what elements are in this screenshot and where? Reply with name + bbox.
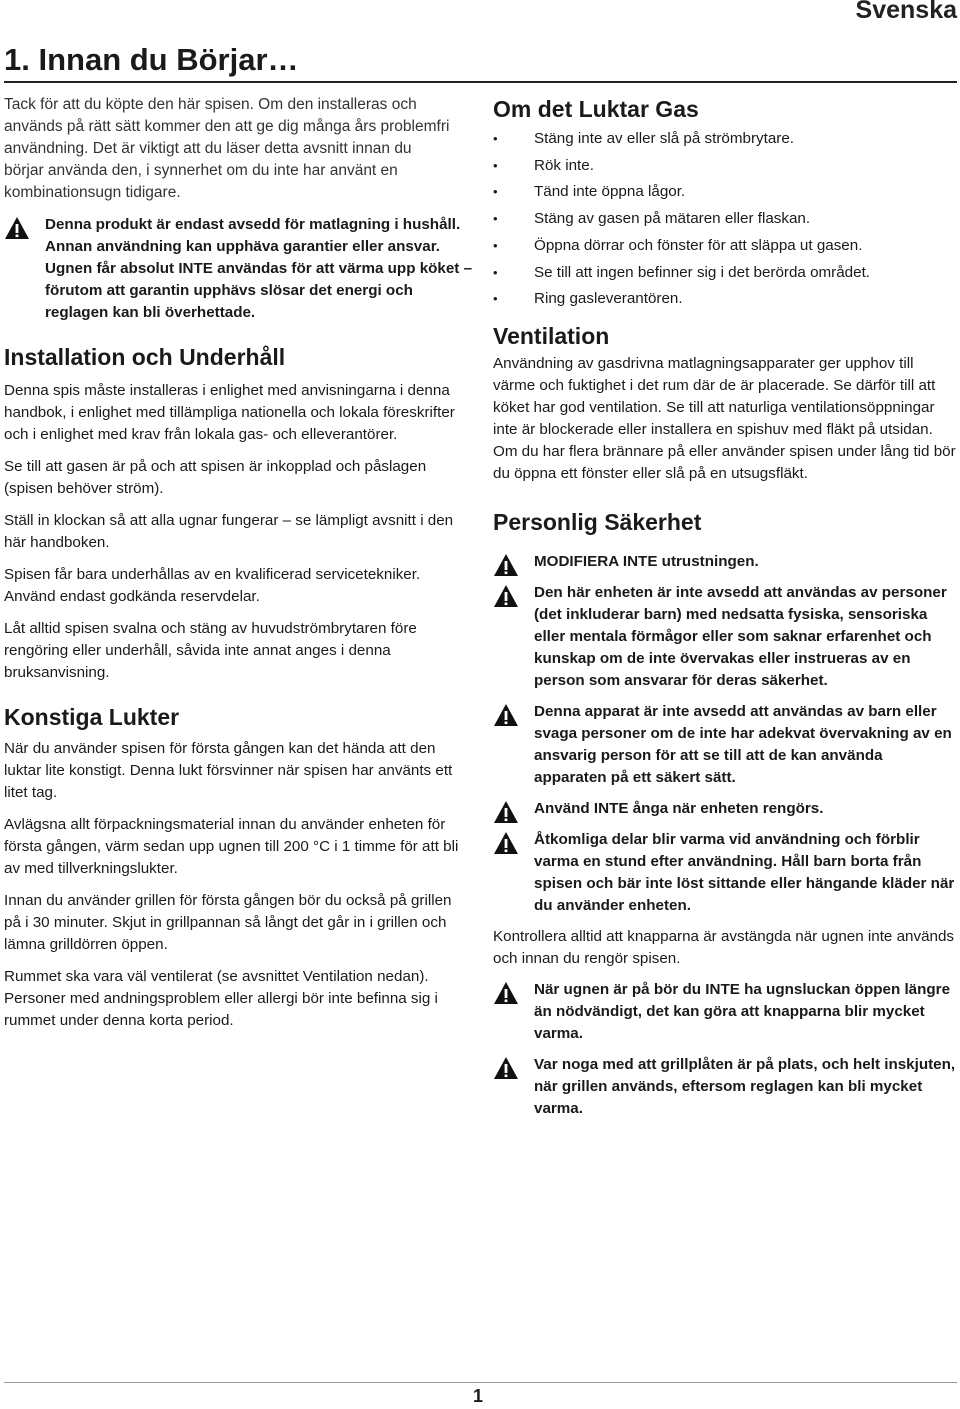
language-label: Svenska <box>855 0 957 24</box>
installation-paragraph: Spisen får bara underhållas av en kvalificerad servicetekniker. Använd endast godkända reservdelar. <box>4 566 421 605</box>
warning-icon <box>4 216 30 240</box>
list-item: • Öppna dörrar och fönster för att släppa ut gasen. <box>493 233 957 260</box>
list-item: • Ring gasleverantören. <box>493 286 957 313</box>
installation-paragraph: Ställ in klockan så att alla ugnar fungerar – se lämpligt avsnitt i den här handboken. <box>4 512 454 551</box>
gas-heading: Om det Luktar Gas <box>493 96 699 122</box>
usage-warning-text: Denna produkt är endast avsedd för matlagning i hushåll. Annan användning kan upphäva garantier eller ansvar. Ugnen får absolut INTE användas för att värma upp köket – förutom att garantin upphävs slösar det energi och reglagen kan bli överhettade. <box>45 216 473 321</box>
usage-warning <box>4 214 475 324</box>
safety-warning <box>493 701 957 789</box>
intro-paragraph: Tack för att du köpte den här spisen. Om den installeras och används på rätt sätt kommer den att ge dig många års problemfri användning. Det är viktigt att du läser detta avsnitt innan du börjar använda den, i synnerhet om du inte har använt en kombinationsugn tidigare. <box>4 96 450 201</box>
left-column <box>4 94 472 1032</box>
warning-icon <box>493 800 519 824</box>
page-number: 1 <box>473 1386 484 1406</box>
ventilation-paragraph: Användning av gasdrivna matlagningsapparater ger upphov till värme och fuktighet i det rum där de är placerade. Se därför till att köket har god ventilation. Se till att naturliga ventilationsöppningar inte är blockerade eller installera en spishuv med fläkt på utsidan. Om du har flera brännare på eller använder spisen under lång tid bör du öppna ett fönster eller slå på en utsugsfläkt. <box>493 354 956 482</box>
list-item: • Rök inte. <box>493 153 957 180</box>
smells-paragraph: Innan du använder grillen för första gången bör du också på grillen på i 30 minuter. Skjut in grillpannan så långt det går in i grillen och lämna grilldörren öppen. <box>4 892 452 953</box>
installation-paragraph: Se till att gasen är på och att spisen är inkopplad och påslagen (spisen behöver ström). <box>4 458 427 497</box>
safety-warning-text: Använd INTE ånga när enheten rengörs. <box>534 799 824 817</box>
installation-paragraph: Denna spis måste installeras i enlighet med anvisningarna i denna handbok, i enlighet med tillämpliga nationella och lokala föreskrifter och i enlighet med krav från lokala gas- och elleverantörer. <box>4 382 455 443</box>
safety-warning <box>493 979 957 1045</box>
installation-paragraph: Låt alltid spisen svalna och stäng av huvudströmbrytaren före rengöring eller underhåll, såvida inte annat anges i denna bruksanvisning. <box>4 620 417 681</box>
safety-warning-text: Denna apparat är inte avsedd att användas av barn eller svaga personer om de inte har adekvat övervakning av en ansvarig person för att se till att de kan använda apparaten på ett säkert sätt. <box>534 702 952 786</box>
gas-list <box>493 126 957 313</box>
warning-icon <box>493 703 519 727</box>
list-item: • Se till att ingen befinner sig i det berörda området. <box>493 260 957 287</box>
ventilation-heading: Ventilation <box>493 322 610 349</box>
warning-icon <box>493 553 519 577</box>
safety-heading: Personlig Säkerhet <box>493 508 702 535</box>
safety-warning-text: När ugnen är på bör du INTE ha ugnsluckan öppen längre än nödvändigt, det kan göra att knapparna blir mycket varma. <box>534 980 951 1042</box>
safety-warning <box>493 798 957 820</box>
safety-warning-text: Var noga med att grillplåten är på plats, och helt inskjuten, när grillen används, eftersom reglagen kan bli mycket varma. <box>534 1055 956 1117</box>
safety-warning <box>493 582 957 692</box>
safety-warning-text: MODIFIERA INTE utrustningen. <box>534 552 759 570</box>
right-column <box>493 94 957 1120</box>
list-item: • Stäng av gasen på mätaren eller flaskan. <box>493 206 957 233</box>
title-rule <box>4 81 957 83</box>
page-title: 1. Innan du Börjar… <box>4 42 299 77</box>
installation-heading: Installation och Underhåll <box>4 344 286 370</box>
list-item: • Stäng inte av eller slå på strömbrytare. <box>493 126 957 153</box>
warning-icon <box>493 1056 519 1080</box>
list-item: • Tänd inte öppna lågor. <box>493 179 957 206</box>
safety-warning <box>493 551 957 573</box>
safety-warning <box>493 829 957 917</box>
smells-paragraph: Rummet ska vara väl ventilerat (se avsnittet Ventilation nedan). Personer med andningsproblem eller allergi bör inte befinna sig i rummet under denna korta period. <box>4 968 438 1029</box>
knob-check-paragraph: Kontrollera alltid att knapparna är avstängda när ugnen inte används och innan du rengör spisen. <box>493 927 955 967</box>
smells-paragraph: När du använder spisen för första gången kan det hända att den luktar lite konstigt. Denna lukt försvinner när spisen har använts ett litet tag. <box>4 740 453 801</box>
safety-warning-text: Den här enheten är inte avsedd att användas av personer (det inkluderar barn) med nedsatta fysiska, sensoriska eller mentala förmågor eller som saknar erfarenhet och kunskap om de inte övervakas eller instrueras av en person som ansvarar för deras säkerhet. <box>534 583 947 689</box>
footer-rule <box>4 1382 957 1383</box>
safety-warning-text: Åtkomliga delar blir varma vid användning och förblir varma en stund efter användning. Håll barn borta från spisen och bär inte löst sittande eller hängande kläder när du använder enheten. <box>534 830 955 914</box>
warning-icon <box>493 981 519 1005</box>
warning-icon <box>493 584 519 608</box>
warning-icon <box>493 831 519 855</box>
smells-heading: Konstiga Lukter <box>4 704 180 730</box>
smells-paragraph: Avlägsna allt förpackningsmaterial innan du använder enheten för första gången, värm sedan upp ugnen till 200 °C i 1 timme för att bli av med tillverkningslukter. <box>4 816 459 877</box>
safety-warning <box>493 1054 957 1120</box>
